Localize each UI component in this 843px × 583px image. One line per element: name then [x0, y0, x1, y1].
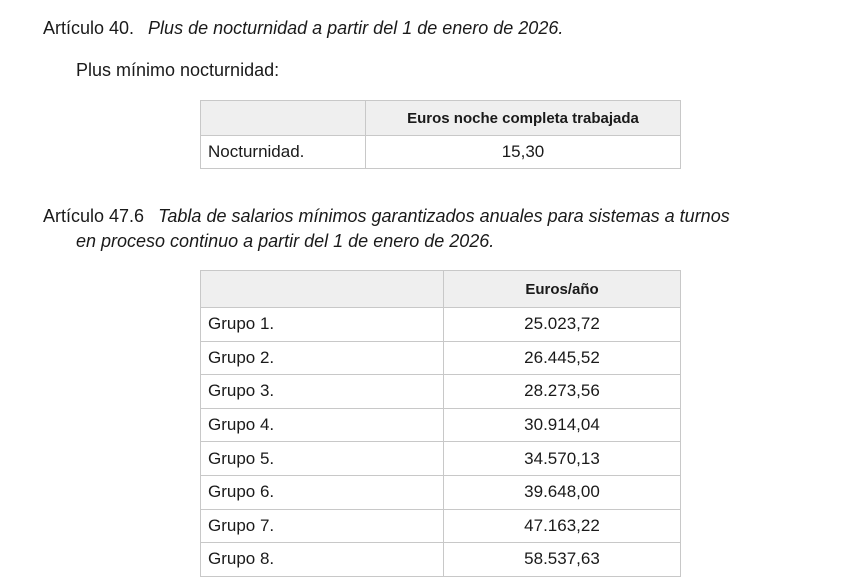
article-40-subtitle: Plus mínimo nocturnidad:: [76, 60, 280, 80]
row-label: Grupo 2.: [201, 341, 444, 375]
article-40-title: Plus de nocturnidad a partir del 1 de enero de 2026.: [148, 18, 564, 38]
table-row: [201, 509, 681, 543]
table-header-cell: Euros/año: [444, 271, 681, 308]
row-value: 58.537,63: [444, 543, 681, 577]
row-value: 25.023,72: [444, 308, 681, 342]
table-header-row: [201, 101, 681, 136]
row-value: 26.445,52: [444, 341, 681, 375]
row-label: Grupo 3.: [201, 375, 444, 409]
row-value: 30.914,04: [444, 408, 681, 442]
row-label: Grupo 8.: [201, 543, 444, 577]
row-label: Grupo 4.: [201, 408, 444, 442]
table-header-cell: Euros noche completa trabajada: [366, 101, 681, 136]
table-row: [201, 375, 681, 409]
table-row: [201, 308, 681, 342]
article-47-number: Artículo 47.6: [43, 206, 145, 226]
row-label: Grupo 5.: [201, 442, 444, 476]
row-value: 34.570,13: [444, 442, 681, 476]
row-value: 15,30: [366, 136, 681, 169]
article-47-heading: [43, 204, 831, 228]
table-header-row: [201, 271, 681, 308]
table-row: [201, 341, 681, 375]
table-row: [201, 543, 681, 577]
row-value: 47.163,22: [444, 509, 681, 543]
row-label: Grupo 7.: [201, 509, 444, 543]
nocturnidad-table: [200, 100, 681, 169]
row-label: Grupo 1.: [201, 308, 444, 342]
table-header-empty-cell: [201, 271, 444, 308]
row-value: 39.648,00: [444, 475, 681, 509]
table-row: [201, 475, 681, 509]
table-header-empty-cell: [201, 101, 366, 136]
table-row: [201, 408, 681, 442]
article-40-heading: [43, 16, 563, 40]
table-row: [201, 136, 681, 169]
article-47-title-line1: Tabla de salarios mínimos garantizados anuales para sistemas a turnos: [158, 206, 730, 226]
table-row: [201, 442, 681, 476]
row-label: Nocturnidad.: [201, 136, 366, 169]
article-47-title-line2: en proceso continuo a partir del 1 de enero de 2026.: [76, 231, 495, 251]
article-40-number: Artículo 40.: [43, 18, 135, 38]
row-value: 28.273,56: [444, 375, 681, 409]
row-label: Grupo 6.: [201, 475, 444, 509]
salarios-table: [200, 270, 681, 577]
